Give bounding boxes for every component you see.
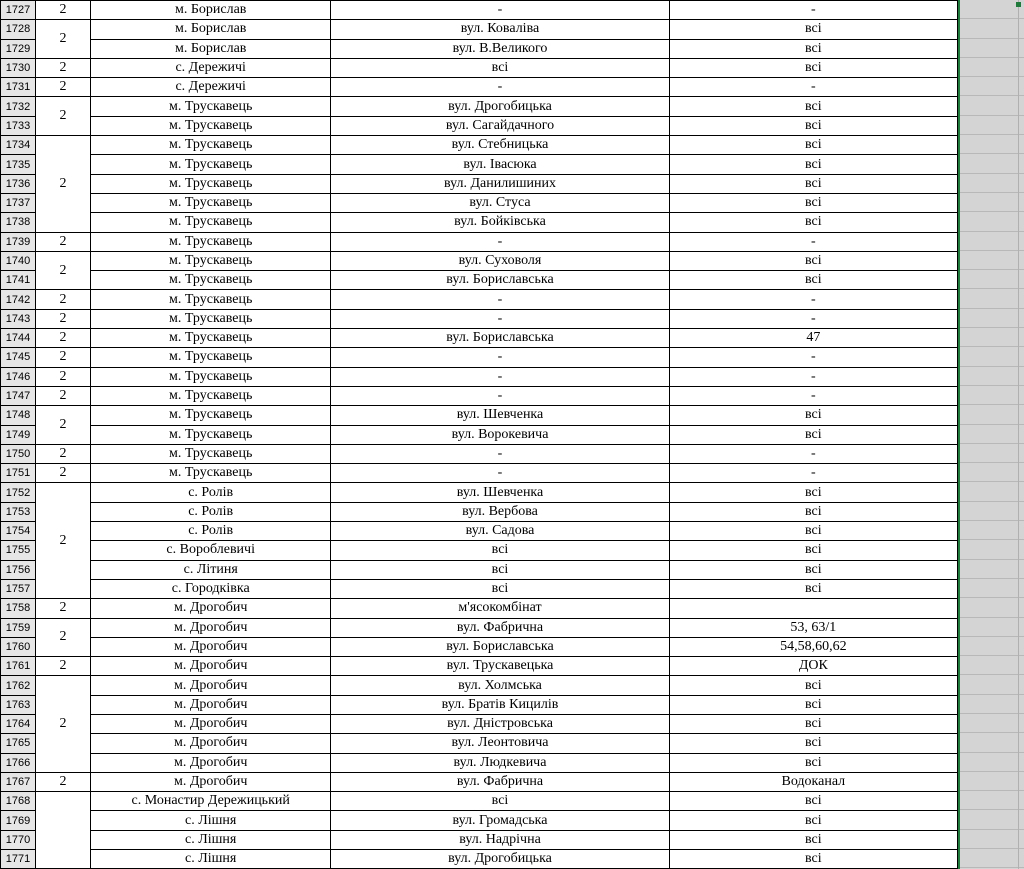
table-row xyxy=(1,136,958,155)
empty-column[interactable] xyxy=(960,0,1019,869)
cell-b[interactable]: с. Лішня xyxy=(91,811,331,830)
row-number[interactable]: 1742 xyxy=(1,290,36,309)
table-row xyxy=(1,579,958,598)
cell-b[interactable]: м. Дрогобич xyxy=(91,734,331,753)
row-number[interactable]: 1737 xyxy=(1,193,36,212)
cell-c[interactable]: вул. Шевченка xyxy=(331,406,669,425)
table-row xyxy=(1,657,958,676)
row-number[interactable]: 1744 xyxy=(1,329,36,348)
cell-c[interactable]: вул. Дрогобицька xyxy=(331,850,669,869)
cell-b[interactable]: м. Борислав xyxy=(91,1,331,20)
cell-b[interactable]: м. Борислав xyxy=(91,20,331,39)
row-number[interactable]: 1751 xyxy=(1,464,36,483)
cell-b[interactable]: с. Лішня xyxy=(91,830,331,849)
row-number[interactable]: 1753 xyxy=(1,502,36,521)
row-number[interactable]: 1745 xyxy=(1,348,36,367)
cell-d[interactable]: - xyxy=(669,386,957,405)
cell-a[interactable]: 2 xyxy=(36,20,91,59)
table-row xyxy=(1,850,958,869)
table-row xyxy=(1,695,958,714)
cell-d[interactable]: всі xyxy=(669,174,957,193)
cell-c[interactable]: вул. Холмська xyxy=(331,676,669,695)
cell-d[interactable]: всі xyxy=(669,39,957,58)
row-number[interactable]: 1736 xyxy=(1,174,36,193)
cell-c[interactable]: вул. Вербова xyxy=(331,502,669,521)
table-row xyxy=(1,213,958,232)
row-number[interactable]: 1746 xyxy=(1,367,36,386)
cell-c[interactable]: - xyxy=(331,290,669,309)
table-row xyxy=(1,444,958,463)
table-row xyxy=(1,560,958,579)
cell-b[interactable]: м. Трускавець xyxy=(91,251,331,270)
cell-c[interactable]: всі xyxy=(331,579,669,598)
cell-c[interactable]: - xyxy=(331,309,669,328)
table-row xyxy=(1,464,958,483)
cell-d[interactable]: всі xyxy=(669,406,957,425)
cell-b[interactable]: с. Ролів xyxy=(91,483,331,502)
row-number[interactable]: 1770 xyxy=(1,830,36,849)
row-number[interactable]: 1768 xyxy=(1,792,36,811)
cell-b[interactable]: м. Дрогобич xyxy=(91,599,331,618)
selection-fill-handle[interactable] xyxy=(1016,2,1021,7)
cell-b[interactable]: с. Літиня xyxy=(91,560,331,579)
cell-c[interactable]: - xyxy=(331,386,669,405)
cell-d[interactable]: всі xyxy=(669,193,957,212)
cell-d[interactable]: всі xyxy=(669,58,957,77)
row-number[interactable]: 1729 xyxy=(1,39,36,58)
cell-d[interactable]: - xyxy=(669,464,957,483)
cell-c[interactable]: вул. Дністровська xyxy=(331,714,669,733)
cell-a[interactable]: 2 xyxy=(36,464,91,483)
table-row xyxy=(1,271,958,290)
cell-a[interactable]: 2 xyxy=(36,329,91,348)
cell-b[interactable]: м. Трускавець xyxy=(91,406,331,425)
cell-c[interactable]: вул. Леонтовича xyxy=(331,734,669,753)
cell-d[interactable]: всі xyxy=(669,792,957,811)
cell-a[interactable]: 2 xyxy=(36,676,91,772)
cell-b[interactable]: м. Трускавець xyxy=(91,290,331,309)
cell-a[interactable]: 2 xyxy=(36,444,91,463)
cell-d[interactable]: всі xyxy=(669,734,957,753)
cell-c[interactable]: вул. Фабрична xyxy=(331,772,669,791)
row-number[interactable]: 1747 xyxy=(1,386,36,405)
cell-a[interactable]: 2 xyxy=(36,483,91,599)
table-row xyxy=(1,97,958,116)
row-number[interactable]: 1766 xyxy=(1,753,36,772)
table-row xyxy=(1,502,958,521)
table-row xyxy=(1,20,958,39)
cell-a[interactable]: 2 xyxy=(36,386,91,405)
cell-c[interactable]: всі xyxy=(331,560,669,579)
row-number[interactable]: 1733 xyxy=(1,116,36,135)
cell-a[interactable]: 2 xyxy=(36,772,91,791)
cell-b[interactable]: с. Дережичі xyxy=(91,58,331,77)
cell-c[interactable]: всі xyxy=(331,541,669,560)
cell-c[interactable]: вул. Людкевича xyxy=(331,753,669,772)
cell-b[interactable]: с. Ролів xyxy=(91,522,331,541)
cell-a[interactable]: 2 xyxy=(36,290,91,309)
cell-a[interactable]: 2 xyxy=(36,251,91,290)
cell-d[interactable]: всі xyxy=(669,97,957,116)
cell-d[interactable]: 53, 63/1 xyxy=(669,618,957,637)
table-row xyxy=(1,193,958,212)
cell-c[interactable]: вул. Ворокевича xyxy=(331,425,669,444)
cell-d[interactable]: всі xyxy=(669,483,957,502)
cell-c[interactable]: всі xyxy=(331,58,669,77)
row-number[interactable]: 1748 xyxy=(1,406,36,425)
row-number[interactable]: 1754 xyxy=(1,522,36,541)
cell-a[interactable]: 2 xyxy=(36,657,91,676)
row-number[interactable]: 1755 xyxy=(1,541,36,560)
cell-c[interactable]: - xyxy=(331,367,669,386)
cell-c[interactable]: - xyxy=(331,1,669,20)
cell-d[interactable]: всі xyxy=(669,850,957,869)
table-row xyxy=(1,367,958,386)
row-number[interactable]: 1771 xyxy=(1,850,36,869)
table-row xyxy=(1,232,958,251)
row-number[interactable]: 1730 xyxy=(1,58,36,77)
cell-c[interactable]: - xyxy=(331,464,669,483)
table-row xyxy=(1,116,958,135)
cell-c[interactable]: вул. Бориславська xyxy=(331,329,669,348)
cell-d[interactable]: всі xyxy=(669,155,957,174)
cell-d[interactable]: - xyxy=(669,290,957,309)
row-number[interactable]: 1761 xyxy=(1,657,36,676)
cell-d[interactable]: всі xyxy=(669,753,957,772)
cell-c[interactable]: - xyxy=(331,78,669,97)
row-number[interactable]: 1758 xyxy=(1,599,36,618)
cell-c[interactable]: м'ясокомбінат xyxy=(331,599,669,618)
cell-c[interactable]: вул. Бойківська xyxy=(331,213,669,232)
cell-c[interactable]: вул. Стуса xyxy=(331,193,669,212)
cell-c[interactable]: - xyxy=(331,348,669,367)
cell-d[interactable]: всі xyxy=(669,116,957,135)
table-row xyxy=(1,522,958,541)
cell-d[interactable]: - xyxy=(669,348,957,367)
cell-a[interactable] xyxy=(36,792,91,869)
cell-a[interactable]: 2 xyxy=(36,406,91,445)
cell-b[interactable]: м. Трускавець xyxy=(91,136,331,155)
cell-b[interactable]: с. Вороблевичі xyxy=(91,541,331,560)
cell-c[interactable]: вул. Стебницька xyxy=(331,136,669,155)
cell-b[interactable]: м. Дрогобич xyxy=(91,657,331,676)
cell-d[interactable]: - xyxy=(669,232,957,251)
cell-b[interactable]: м. Трускавець xyxy=(91,213,331,232)
cell-b[interactable]: м. Трускавець xyxy=(91,329,331,348)
cell-d[interactable]: ДОК xyxy=(669,657,957,676)
cell-b[interactable]: м. Трускавець xyxy=(91,386,331,405)
cell-b[interactable]: м. Трускавець xyxy=(91,271,331,290)
cell-c[interactable]: вул. Коваліва xyxy=(331,20,669,39)
table-row xyxy=(1,541,958,560)
table-row xyxy=(1,753,958,772)
cell-b[interactable]: м. Дрогобич xyxy=(91,618,331,637)
cell-b[interactable]: м. Дрогобич xyxy=(91,637,331,656)
row-number[interactable]: 1750 xyxy=(1,444,36,463)
cell-d[interactable]: всі xyxy=(669,811,957,830)
cell-d[interactable]: 47 xyxy=(669,329,957,348)
cell-b[interactable]: м. Трускавець xyxy=(91,116,331,135)
cell-b[interactable]: м. Трускавець xyxy=(91,155,331,174)
row-number[interactable]: 1765 xyxy=(1,734,36,753)
table-row xyxy=(1,386,958,405)
table-row xyxy=(1,251,958,270)
cell-d[interactable]: всі xyxy=(669,502,957,521)
cell-c[interactable]: вул. Трускавецька xyxy=(331,657,669,676)
cell-b[interactable]: м. Дрогобич xyxy=(91,753,331,772)
cell-c[interactable]: вул. Сагайдачного xyxy=(331,116,669,135)
cell-a[interactable]: 2 xyxy=(36,136,91,232)
table-row xyxy=(1,714,958,733)
cell-d[interactable]: всі xyxy=(669,271,957,290)
cell-d[interactable]: всі xyxy=(669,695,957,714)
table-row xyxy=(1,1,958,20)
cell-d[interactable] xyxy=(669,599,957,618)
cell-c[interactable]: вул. Братів Кицилів xyxy=(331,695,669,714)
row-number[interactable]: 1740 xyxy=(1,251,36,270)
cell-d[interactable]: всі xyxy=(669,425,957,444)
cell-d[interactable]: - xyxy=(669,78,957,97)
cell-c[interactable]: вул. В.Великого xyxy=(331,39,669,58)
table-row xyxy=(1,155,958,174)
cell-d[interactable]: - xyxy=(669,444,957,463)
table-row xyxy=(1,425,958,444)
row-number[interactable]: 1728 xyxy=(1,20,36,39)
table-body xyxy=(1,1,958,869)
cell-a[interactable]: 2 xyxy=(36,309,91,328)
table-row xyxy=(1,406,958,425)
cell-c[interactable]: вул. Громадська xyxy=(331,811,669,830)
row-number[interactable]: 1739 xyxy=(1,232,36,251)
cell-b[interactable]: м. Трускавець xyxy=(91,97,331,116)
cell-b[interactable]: с. Ролів xyxy=(91,502,331,521)
cell-b[interactable]: с. Дережичі xyxy=(91,78,331,97)
table-row xyxy=(1,734,958,753)
row-number[interactable]: 1769 xyxy=(1,811,36,830)
table-row xyxy=(1,309,958,328)
row-number[interactable]: 1735 xyxy=(1,155,36,174)
cell-d[interactable]: всі xyxy=(669,213,957,232)
cell-d[interactable]: всі xyxy=(669,136,957,155)
table-row xyxy=(1,39,958,58)
row-number[interactable]: 1734 xyxy=(1,136,36,155)
cell-b[interactable]: м. Трускавець xyxy=(91,193,331,212)
row-number[interactable]: 1738 xyxy=(1,213,36,232)
cell-c[interactable]: вул. Шевченка xyxy=(331,483,669,502)
table-row xyxy=(1,772,958,791)
cell-d[interactable]: - xyxy=(669,1,957,20)
sheet-empty-area[interactable] xyxy=(958,0,1024,869)
cell-a[interactable]: 2 xyxy=(36,348,91,367)
cell-a[interactable]: 2 xyxy=(36,618,91,657)
cell-b[interactable]: м. Трускавець xyxy=(91,425,331,444)
cell-b[interactable]: с. Городківка xyxy=(91,579,331,598)
cell-c[interactable]: вул. Івасюка xyxy=(331,155,669,174)
cell-b[interactable]: с. Монастир Дережицький xyxy=(91,792,331,811)
cell-c[interactable]: вул. Фабрична xyxy=(331,618,669,637)
cell-b[interactable]: м. Дрогобич xyxy=(91,676,331,695)
row-number[interactable]: 1764 xyxy=(1,714,36,733)
cell-c[interactable]: вул. Садова xyxy=(331,522,669,541)
table-row xyxy=(1,58,958,77)
cell-c[interactable]: вул. Дрогобицька xyxy=(331,97,669,116)
row-number[interactable]: 1762 xyxy=(1,676,36,695)
table-row xyxy=(1,78,958,97)
table-row xyxy=(1,599,958,618)
cell-a[interactable]: 2 xyxy=(36,78,91,97)
cell-d[interactable]: всі xyxy=(669,676,957,695)
cell-d[interactable]: всі xyxy=(669,714,957,733)
cell-b[interactable]: м. Трускавець xyxy=(91,174,331,193)
table-row xyxy=(1,830,958,849)
table-row xyxy=(1,290,958,309)
cell-b[interactable]: м. Дрогобич xyxy=(91,714,331,733)
row-number[interactable]: 1727 xyxy=(1,1,36,20)
cell-a[interactable]: 2 xyxy=(36,232,91,251)
row-number[interactable]: 1752 xyxy=(1,483,36,502)
row-number[interactable]: 1760 xyxy=(1,637,36,656)
cell-b[interactable]: м. Борислав xyxy=(91,39,331,58)
cell-b[interactable]: м. Трускавець xyxy=(91,232,331,251)
cell-b[interactable]: м. Дрогобич xyxy=(91,695,331,714)
cell-c[interactable]: всі xyxy=(331,792,669,811)
row-number[interactable]: 1741 xyxy=(1,271,36,290)
cell-c[interactable]: вул. Бориславська xyxy=(331,271,669,290)
cell-b[interactable]: с. Лішня xyxy=(91,850,331,869)
cell-b[interactable]: м. Трускавець xyxy=(91,444,331,463)
cell-b[interactable]: м. Трускавець xyxy=(91,464,331,483)
table-row xyxy=(1,811,958,830)
cell-d[interactable]: всі xyxy=(669,251,957,270)
cell-d[interactable]: всі xyxy=(669,560,957,579)
cell-d[interactable]: всі xyxy=(669,830,957,849)
cell-a[interactable]: 2 xyxy=(36,367,91,386)
cell-d[interactable]: - xyxy=(669,367,957,386)
row-number[interactable]: 1763 xyxy=(1,695,36,714)
cell-d[interactable]: всі xyxy=(669,522,957,541)
row-number[interactable]: 1759 xyxy=(1,618,36,637)
cell-d[interactable]: Водоканал xyxy=(669,772,957,791)
cell-c[interactable]: вул. Данилишиних xyxy=(331,174,669,193)
row-number[interactable]: 1756 xyxy=(1,560,36,579)
row-number[interactable]: 1757 xyxy=(1,579,36,598)
cell-a[interactable]: 2 xyxy=(36,58,91,77)
row-number[interactable]: 1731 xyxy=(1,78,36,97)
cell-b[interactable]: м. Трускавець xyxy=(91,309,331,328)
cell-b[interactable]: м. Трускавець xyxy=(91,348,331,367)
cell-d[interactable]: всі xyxy=(669,20,957,39)
table-row xyxy=(1,676,958,695)
row-number[interactable]: 1749 xyxy=(1,425,36,444)
cell-a[interactable]: 2 xyxy=(36,599,91,618)
table-row xyxy=(1,329,958,348)
table-row xyxy=(1,348,958,367)
table-row xyxy=(1,174,958,193)
table-row xyxy=(1,792,958,811)
cell-d[interactable]: 54,58,60,62 xyxy=(669,637,957,656)
cell-b[interactable]: м. Дрогобич xyxy=(91,772,331,791)
table-row xyxy=(1,637,958,656)
row-number[interactable]: 1767 xyxy=(1,772,36,791)
cell-c[interactable]: вул. Надрічна xyxy=(331,830,669,849)
row-number[interactable]: 1732 xyxy=(1,97,36,116)
cell-d[interactable]: всі xyxy=(669,579,957,598)
cell-d[interactable]: всі xyxy=(669,541,957,560)
table-row xyxy=(1,618,958,637)
cell-c[interactable]: вул. Бориславська xyxy=(331,637,669,656)
cell-b[interactable]: м. Трускавець xyxy=(91,367,331,386)
cell-a[interactable]: 2 xyxy=(36,97,91,136)
cell-c[interactable]: - xyxy=(331,444,669,463)
cell-d[interactable]: - xyxy=(669,309,957,328)
cell-c[interactable]: вул. Суховоля xyxy=(331,251,669,270)
table-row xyxy=(1,483,958,502)
cell-c[interactable]: - xyxy=(331,232,669,251)
cell-a[interactable]: 2 xyxy=(36,1,91,20)
row-number[interactable]: 1743 xyxy=(1,309,36,328)
